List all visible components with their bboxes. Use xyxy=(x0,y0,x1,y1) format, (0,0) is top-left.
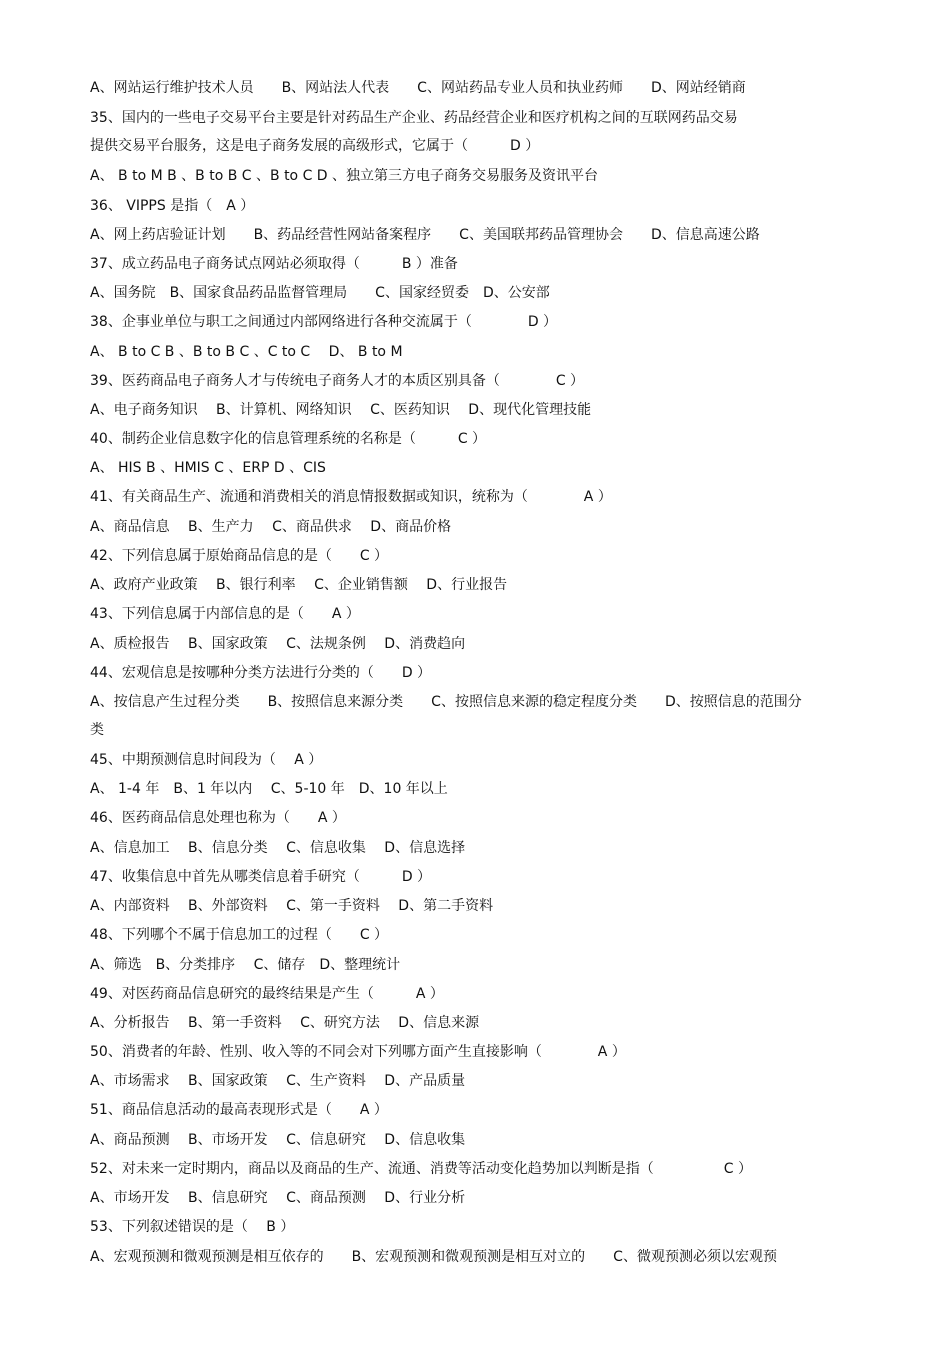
option-line-37: A、国务院 B、国家食品药品监督管理局 C、国家经贸委 D、公安部 xyxy=(90,285,550,301)
option-line-49: A、分析报告 B、第一手资料 C、研究方法 D、信息来源 xyxy=(90,1015,480,1031)
option-line-39: A、电子商务知识 B、计算机、网络知识 C、医药知识 D、现代化管理技能 xyxy=(90,402,592,418)
option-line-51: A、商品预测 B、市场开发 C、信息研究 D、信息收集 xyxy=(90,1132,466,1148)
option-line-43: A、质检报告 B、国家政策 C、法规条例 D、消费趋向 xyxy=(90,636,466,652)
option-line-50: A、市场需求 B、国家政策 C、生产资料 D、产品质量 xyxy=(90,1073,466,1089)
option-line-35: A、 B to M B 、B to B C 、B to C D 、独立第三方电子商务交易服务及资讯平台 xyxy=(90,168,599,184)
question-43: 43、下列信息属于内部信息的是（ A ） xyxy=(90,606,360,622)
question-49: 49、对医药商品信息研究的最终结果是产生（ A ） xyxy=(90,986,444,1002)
option-line-53: A、宏观预测和微观预测是相互依存的 B、宏观预测和微观预测是相互对立的 C、微观预测必须以宏观预 xyxy=(90,1249,777,1265)
question-36: 36、 VIPPS 是指（ A ） xyxy=(90,198,255,214)
option-line-40: A、 HIS B 、HMIS C 、ERP D 、CIS xyxy=(90,460,326,476)
question-50: 50、消费者的年龄、性别、收入等的不同会对下列哪方面产生直接影响（ A ） xyxy=(90,1044,626,1060)
question-39: 39、医药商品电子商务人才与传统电子商务人才的本质区别具备（ C ） xyxy=(90,373,585,389)
option-line-47: A、内部资料 B、外部资料 C、第一手资料 D、第二手资料 xyxy=(90,898,494,914)
question-46: 46、医药商品信息处理也称为（ A ） xyxy=(90,810,346,826)
question-45: 45、中期预测信息时间段为（ A ） xyxy=(90,752,323,768)
question-47: 47、收集信息中首先从哪类信息着手研究（ D ） xyxy=(90,869,432,885)
option-line-41: A、商品信息 B、生产力 C、商品供求 D、商品价格 xyxy=(90,519,452,535)
question-35-line-2: 提供交易平台服务，这是电子商务发展的高级形式，它属于（ D ） xyxy=(90,138,540,154)
option-line-52: A、市场开发 B、信息研究 C、商品预测 D、行业分析 xyxy=(90,1190,466,1206)
question-35-line-1: 35、国内的一些电子交易平台主要是针对药品生产企业、药品经营企业和医疗机构之间的互联网药品交易 xyxy=(90,110,738,126)
question-48: 48、下列哪个不属于信息加工的过程（ C ） xyxy=(90,927,389,943)
option-line-46: A、信息加工 B、信息分类 C、信息收集 D、信息选择 xyxy=(90,840,466,856)
option-line-44-wrap: 类 xyxy=(90,722,104,738)
option-line-34: A、网站运行维护技术人员 B、网站法人代表 C、网站药品专业人员和执业药师 D、网站经销商 xyxy=(90,80,746,96)
question-37: 37、成立药品电子商务试点网站必须取得（ B ）准备 xyxy=(90,256,458,272)
question-41: 41、有关商品生产、流通和消费相关的消息情报数据或知识，统称为（ A ） xyxy=(90,489,612,505)
question-51: 51、商品信息活动的最高表现形式是（ A ） xyxy=(90,1102,388,1118)
option-line-38: A、 B to C B 、B to B C 、C to C D、 B to M xyxy=(90,344,403,360)
option-line-36: A、网上药店验证计划 B、药品经营性网站备案程序 C、美国联邦药品管理协会 D、信息高速公路 xyxy=(90,227,760,243)
option-line-48: A、筛选 B、分类排序 C、储存 D、整理统计 xyxy=(90,957,401,973)
question-38: 38、企事业单位与职工之间通过内部网络进行各种交流属于（ D ） xyxy=(90,314,558,330)
question-40: 40、制药企业信息数字化的信息管理系统的名称是（ C ） xyxy=(90,431,487,447)
question-52: 52、对未来一定时期内，商品以及商品的生产、流通、消费等活动变化趋势加以判断是指（ C ） xyxy=(90,1161,753,1177)
question-44: 44、宏观信息是按哪种分类方法进行分类的（ D ） xyxy=(90,665,432,681)
option-line-45: A、 1-4 年 B、1 年以内 C、5-10 年 D、10 年以上 xyxy=(90,781,448,797)
question-42: 42、下列信息属于原始商品信息的是（ C ） xyxy=(90,548,389,564)
option-line-42: A、政府产业政策 B、银行利率 C、企业销售额 D、行业报告 xyxy=(90,577,508,593)
option-line-44: A、按信息产生过程分类 B、按照信息来源分类 C、按照信息来源的稳定程度分类 D、按照信息的范围分 xyxy=(90,694,802,710)
question-53: 53、下列叙述错误的是（ B ） xyxy=(90,1219,295,1235)
